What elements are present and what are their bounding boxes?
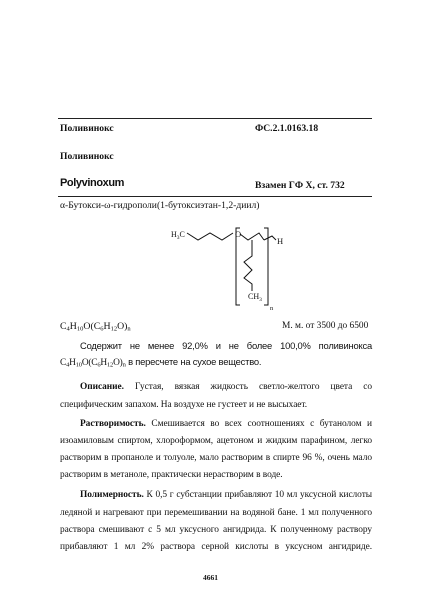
solubility-line-1: Растворимость. Смешивается во всех соотношениях с бутанолом и <box>80 419 372 429</box>
solubility-line-4: растворим в метаноле, практически нерастворим в воде. <box>60 470 283 480</box>
page-number: 4661 <box>203 573 218 582</box>
header-title: Поливинокс <box>60 123 114 134</box>
repeat-n-label: n <box>270 305 274 312</box>
description-heading: Описание. <box>80 382 124 392</box>
content-line-2: $C_4H_{10}O(C_6H_{12}O)_n$ в пересчете на сухое вещество. <box>60 356 262 369</box>
ch3-label: $CH_3$ <box>248 292 262 303</box>
polymer-line-1: Полимерность. К 0,5 г субстанции прибавляют 10 мл уксусной кислоты <box>80 490 372 500</box>
latin-name: Polyvinoxum <box>60 177 125 189</box>
replaces-note: Взамен ГФ X, ст. 732 <box>255 180 345 191</box>
molar-mass: М. м. от 3500 до 6500 <box>282 321 369 331</box>
description-line-1: Описание. Густая, вязкая жидкость светло-желтого цвета со <box>80 382 372 392</box>
left-bracket <box>236 228 240 305</box>
solubility-line-3: растворим в пропаноле и толуоле, мало растворим в спирте 96 %, очень мало <box>60 453 372 463</box>
polymer-line-3: раствора смешивают с 5 мл уксусного ангидрида. К полученному раствору <box>60 525 372 535</box>
description-line-2: специфическим запахом. На воздухе не густеет и не высыхает. <box>60 400 308 410</box>
oxygen-label: O <box>235 229 242 239</box>
molecular-formula: $C_4H_{10}O(C_6H_{12}O)_n$ <box>60 321 131 333</box>
backbone-bond <box>264 236 276 240</box>
hydrogen-label: H <box>277 236 284 246</box>
header-subtitle: Поливинокс <box>60 151 114 162</box>
chemical-name: α-Бутокси-ω-гидрополи(1-бутоксиэтан-1,2-диил) <box>60 200 260 211</box>
butoxy-chain <box>187 233 233 240</box>
polymer-heading: Полимерность. <box>80 490 144 500</box>
content-line-1: Содержит не менее 92,0% и не более 100,0% поливинокса <box>80 340 372 351</box>
oxygen-bond <box>240 233 264 240</box>
solubility-line-2: изоамиловым спиртом, хлороформом, ацетоном и жидким парафином, легко <box>60 436 372 446</box>
h3c-label: $H_3C$ <box>171 230 185 241</box>
polymer-line-2: ледяной и нагревают при перемешивании на водяной бане. 1 мл полученного <box>60 508 372 518</box>
polymer-line-4: прибавляют 1 мл 2% раствора серной кислоты в уксусном ангидриде. <box>60 542 372 552</box>
pendant-chain <box>244 240 252 291</box>
monograph-code: ФС.2.1.0163.18 <box>255 123 319 134</box>
solubility-heading: Растворимость. <box>80 419 146 429</box>
